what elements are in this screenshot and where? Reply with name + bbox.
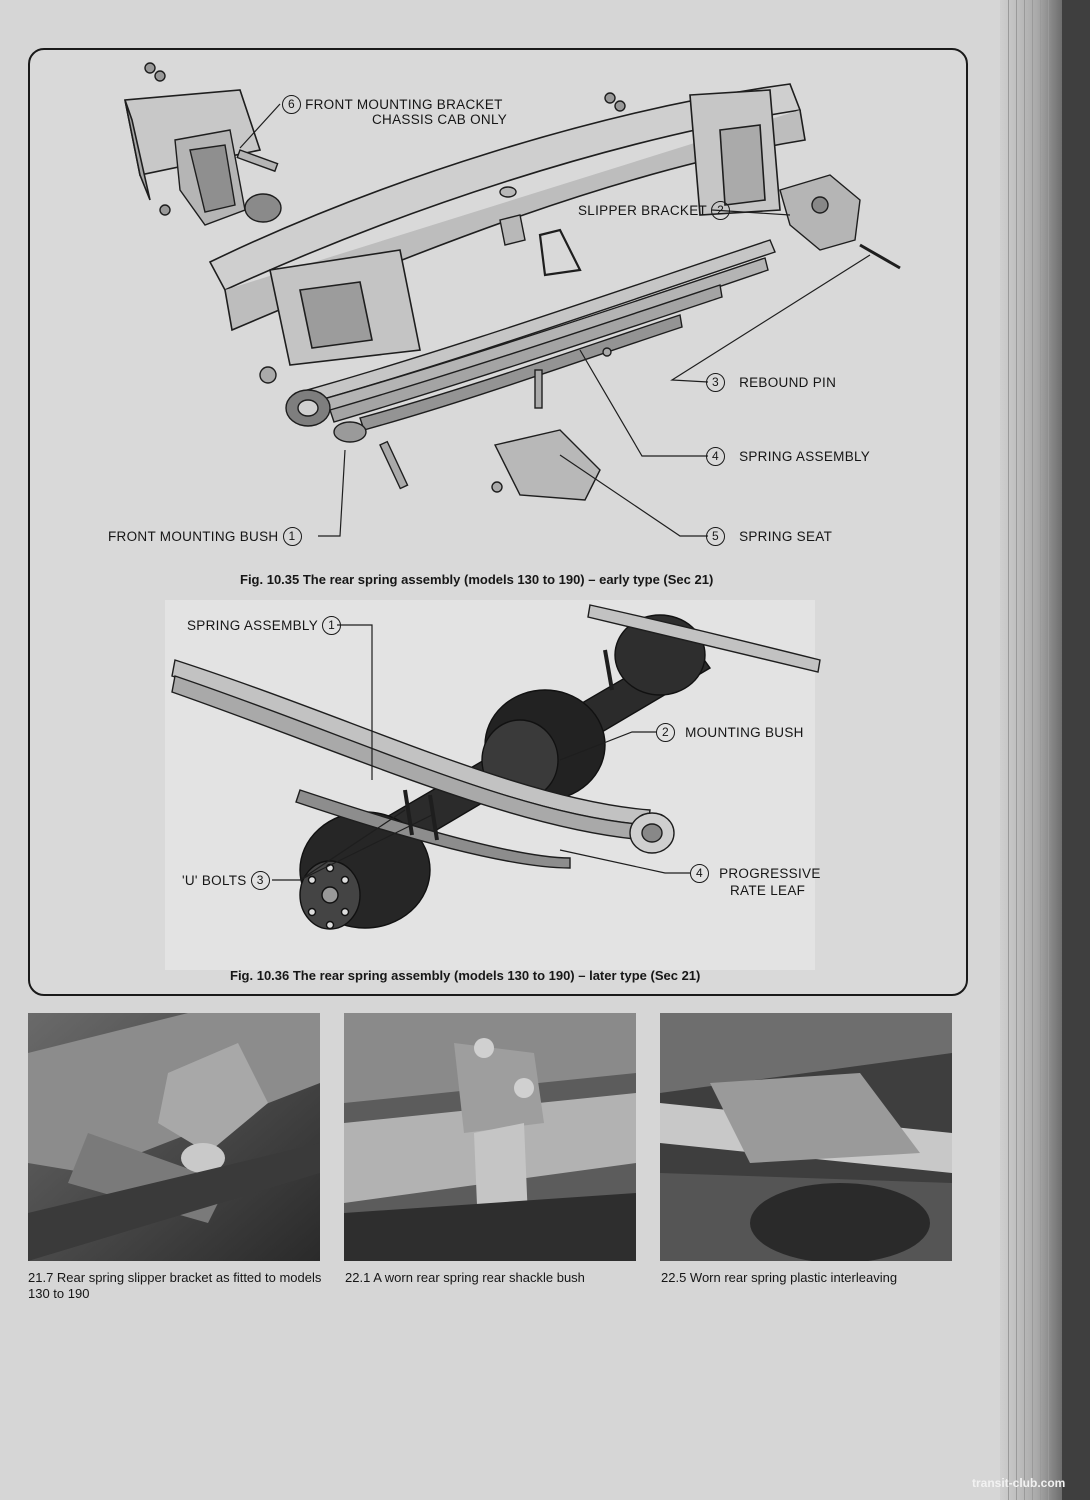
callout-label: REBOUND PIN [739, 375, 837, 390]
callout-label: 'U' BOLTS [182, 873, 247, 888]
site-watermark: transit-club.com [972, 1476, 1066, 1490]
photo-plastic-interleaving-image [660, 1013, 952, 1261]
callout-spring-assembly-later [187, 616, 341, 635]
callout-label: FRONT MOUNTING BUSH [108, 529, 279, 544]
photo-plastic-interleaving [660, 1013, 952, 1261]
callout-progressive-rate-leaf [690, 864, 821, 883]
callout-spring-seat [706, 527, 832, 546]
callout-slipper-bracket [578, 201, 730, 220]
callout-number: 2 [656, 723, 675, 742]
callout-rebound-pin [706, 373, 836, 392]
callout-label-line2: CHASSIS CAB ONLY [372, 111, 508, 127]
photo-caption-22-5: 22.5 Worn rear spring plastic interleaving [661, 1270, 898, 1285]
callout-number: 6 [282, 95, 301, 114]
callout-label: PROGRESSIVE [719, 866, 821, 881]
photo-shackle-bush-image [344, 1013, 636, 1261]
photo-slipper-bracket-image [28, 1013, 320, 1261]
callout-number: 3 [706, 373, 725, 392]
photo-slipper-bracket [28, 1013, 320, 1261]
callout-spring-assembly [706, 447, 870, 466]
callout-number: 1 [283, 527, 302, 546]
photo-shackle-bush [344, 1013, 636, 1261]
callout-chassis-cab-only [372, 111, 507, 127]
callout-number: 1 [322, 616, 341, 635]
callout-mounting-bush [656, 723, 804, 742]
callout-label: SPRING ASSEMBLY [739, 449, 871, 464]
callout-label: SPRING SEAT [739, 529, 833, 544]
callout-front-mounting-bush [108, 527, 302, 546]
photo-caption-22-1: 22.1 A worn rear spring rear shackle bush [345, 1270, 585, 1285]
book-page-edges [1000, 0, 1062, 1500]
callout-number: 2 [711, 201, 730, 220]
callout-label: FRONT MOUNTING BRACKET [305, 97, 503, 112]
callout-label-line2: RATE LEAF [730, 882, 806, 898]
callout-number: 5 [706, 527, 725, 546]
callout-u-bolts [182, 871, 270, 890]
photo-caption-21-7: 21.7 Rear spring slipper bracket as fitted to models 130 to 190 [28, 1270, 322, 1301]
callout-label: SLIPPER BRACKET [578, 203, 708, 218]
callout-number: 4 [706, 447, 725, 466]
callout-rate-leaf-line2 [730, 882, 805, 898]
callout-label: SPRING ASSEMBLY [187, 618, 319, 633]
figure-caption-10-35: Fig. 10.35 The rear spring assembly (models 130 to 190) – early type (Sec 21) [240, 572, 714, 587]
callout-label: MOUNTING BUSH [685, 725, 804, 740]
figure-caption-10-36: Fig. 10.36 The rear spring assembly (models 130 to 190) – later type (Sec 21) [230, 968, 701, 983]
callout-number: 3 [251, 871, 270, 890]
callout-number: 4 [690, 864, 709, 883]
